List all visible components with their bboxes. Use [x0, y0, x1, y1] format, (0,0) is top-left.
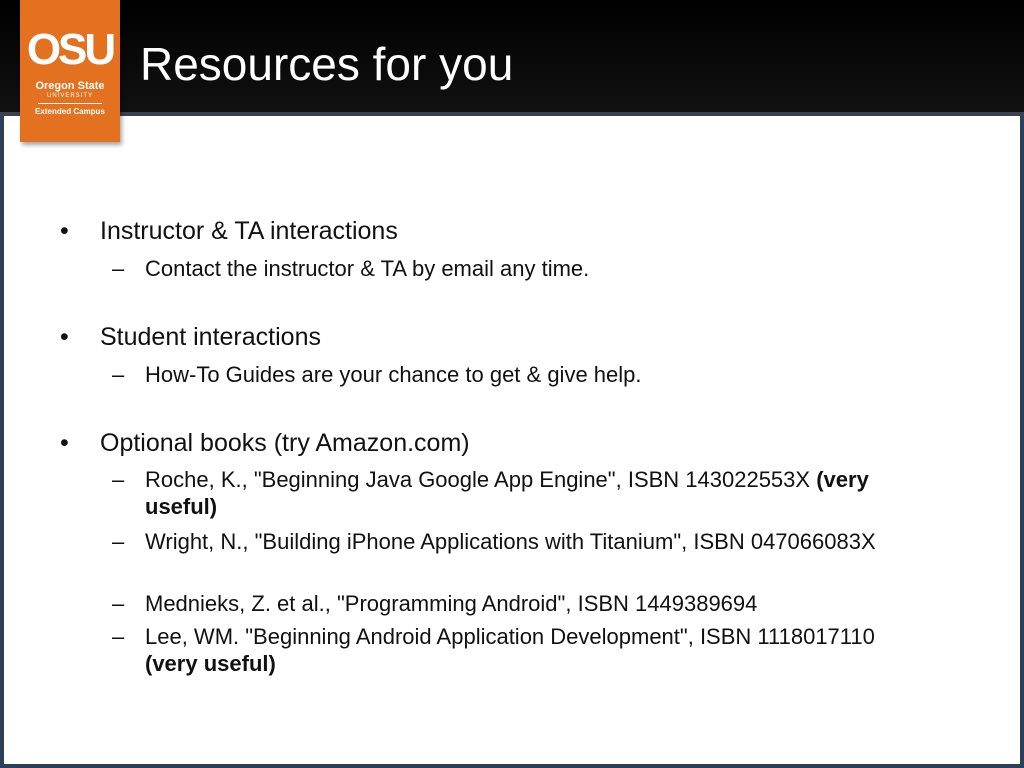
- bullet-icon: •: [60, 429, 69, 457]
- logo-university: UNIVERSITY: [46, 93, 93, 99]
- book-citation: Roche, K., "Beginning Java Google App Engine", ISBN 143022553X: [145, 467, 811, 492]
- logo-divider: [38, 103, 102, 104]
- logo-mark: OSU: [26, 25, 114, 74]
- title-divider: [0, 112, 1024, 116]
- dash-icon: –: [112, 591, 125, 616]
- bullet-text: Instructor & TA interactions: [100, 217, 398, 245]
- bullet-text: Student interactions: [100, 323, 321, 351]
- logo-campus: Extended Campus: [35, 107, 105, 116]
- book-citation: Wright, N., "Building iPhone Applications with Titanium", ISBN 047066083X: [145, 529, 876, 554]
- sub-bullet-text: Contact the instructor & TA by email any time.: [145, 256, 590, 281]
- bullet-icon: •: [60, 217, 69, 245]
- osu-logo: [20, 0, 120, 142]
- dash-icon: –: [112, 467, 125, 492]
- bullet-icon: •: [60, 323, 69, 351]
- dash-icon: –: [112, 362, 125, 387]
- sub-bullet-text: [145, 623, 905, 677]
- dash-icon: –: [112, 624, 125, 649]
- book-citation: Lee, WM. "Beginning Android Application Development", ISBN 1118017110: [145, 624, 875, 649]
- sub-bullet-text: [145, 466, 905, 520]
- bullet-text: Optional books (try Amazon.com): [100, 429, 470, 457]
- sub-bullet-text: How-To Guides are your chance to get & give help.: [145, 362, 642, 387]
- book-note: (very useful): [145, 651, 276, 676]
- logo-name: Oregon State: [35, 80, 105, 92]
- book-citation: Mednieks, Z. et al., "Programming Android", ISBN 1449389694: [145, 591, 758, 616]
- dash-icon: –: [112, 529, 125, 554]
- dash-icon: –: [112, 256, 125, 281]
- book-note: (very useful): [145, 467, 869, 519]
- slide-title: Resources for you: [140, 38, 514, 90]
